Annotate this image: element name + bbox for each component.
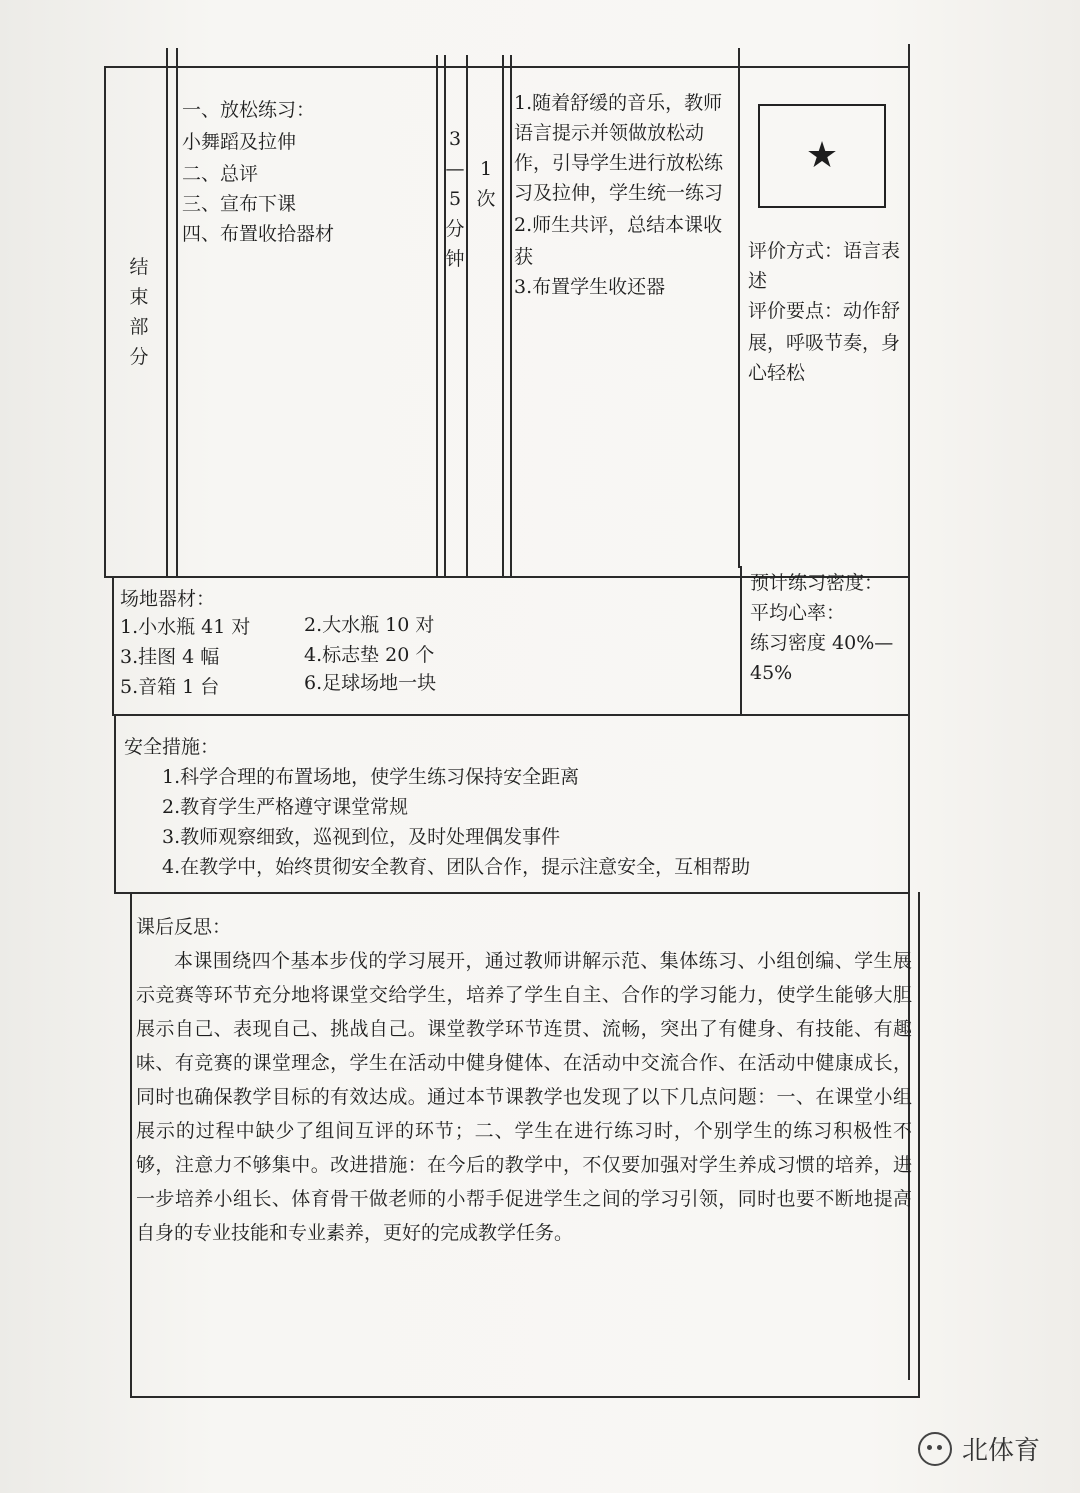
col-divider: [436, 55, 438, 578]
times-cell: 1次: [476, 158, 496, 210]
section-label: 结束部分: [129, 256, 149, 368]
row-divider: [114, 892, 910, 894]
evaluation-line: 心轻松: [748, 362, 806, 384]
evaluation-line: 评价方式：语言表: [748, 240, 901, 262]
equipment-title: 场地器材：: [120, 588, 216, 610]
evaluation-line: 展，呼吸节奏，身: [748, 332, 901, 354]
method-line: 2.师生共评，总结本课收: [514, 214, 723, 236]
method-line: 3.布置学生收还器: [514, 276, 666, 298]
content-line: 二、总评: [182, 163, 259, 185]
col-divider: [502, 55, 504, 578]
density-line: 45%: [750, 662, 793, 684]
equipment-item: 6.足球场地一块: [304, 672, 437, 694]
col-divider: [738, 48, 740, 568]
watermark: [918, 1430, 1040, 1467]
watermark-label: 北体育: [961, 1436, 1040, 1466]
content-line: 四、布置收拾器材: [182, 223, 335, 245]
evaluation-line: 述: [748, 270, 768, 292]
col-divider: [176, 48, 178, 578]
method-line: 语言提示并领做放松动: [514, 122, 705, 144]
equipment-item: 1.小水瓶 41 对: [120, 616, 251, 638]
reflection-right-border: [918, 892, 920, 1398]
equip-col-divider: [740, 566, 742, 716]
density-line: 预计练习密度：: [750, 572, 884, 594]
density-line: 练习密度 40%—: [750, 632, 894, 654]
table-top-border: [104, 66, 910, 68]
table-left-border: [104, 66, 106, 578]
reflection-left-border: [130, 892, 132, 1398]
density-line: 平均心率：: [750, 602, 846, 624]
safety-title: 安全措施：: [124, 736, 220, 758]
safety-item: 3.教师观察细致，巡视到位，及时处理偶发事件: [162, 826, 561, 848]
reflection-title: 课后反思：: [136, 916, 232, 938]
wechat-icon: [918, 1432, 952, 1466]
formation-diagram: [758, 104, 886, 208]
safety-item: 1.科学合理的布置场地，使学生练习保持安全距离: [162, 766, 580, 788]
equipment-item: 5.音箱 1 台: [120, 676, 220, 698]
evaluation-line: 评价要点：动作舒: [748, 300, 901, 322]
equipment-item: 2.大水瓶 10 对: [304, 614, 435, 636]
table-bottom-border: [130, 1396, 920, 1398]
content-line: 三、宣布下课: [182, 193, 297, 215]
equipment-item: 4.标志垫 20 个: [304, 644, 435, 666]
safety-left-border: [114, 714, 116, 894]
reflection-text: 本课围绕四个基本步伐的学习展开，通过教师讲解示范、集体练习、小组创编、学生展示竞赛等环节充分地将课堂交给学生，培养了学生自主、合作的学习能力，使学生能够大胆展示自己、表现自己、挑战自己。课堂教学环节连贯、流畅，突出了有健身、有技能、有趣味、有竞赛的课堂理念，学生在活动中健身健体、在活动中交流合作、在活动中健康成长，同时也确保教学目标的有效达成。通过本节课教学也发现了以下几点问题：一、在课堂小组展示的过程中缺少了组间互评的环节；二、学生在进行练习时，个别学生的练习积极性不够，注意力不够集中。改进措施：在今后的教学中，不仅要加强对学生养成习惯的培养，进一步培养小组长、体育骨干做老师的小帮手促进学生之间的学习引领，同时也要不断地提高自身的专业技能和专业素养，更好的完成教学任务。: [136, 950, 912, 1244]
content-line: 一、放松练习：: [182, 99, 316, 121]
row-divider: [112, 714, 910, 716]
method-line: 获: [514, 246, 534, 268]
col-divider: [166, 48, 168, 578]
equipment-item: 3.挂图 4 幅: [120, 646, 220, 668]
time-cell: 3—5分钟: [445, 128, 465, 270]
method-line: 习及拉伸，学生统一练习: [514, 182, 724, 204]
content-line: 小舞蹈及拉伸: [182, 131, 297, 153]
safety-item: 2.教育学生严格遵守课堂常规: [162, 796, 409, 818]
safety-item: 4.在教学中，始终贯彻安全教育、团队合作，提示注意安全，互相帮助: [162, 856, 751, 878]
star-icon: ★: [805, 135, 839, 176]
method-line: 作，引导学生进行放松练: [514, 152, 724, 174]
col-divider: [510, 55, 512, 578]
equip-left-border: [112, 576, 114, 716]
method-line: 1.随着舒缓的音乐，教师: [514, 92, 723, 114]
